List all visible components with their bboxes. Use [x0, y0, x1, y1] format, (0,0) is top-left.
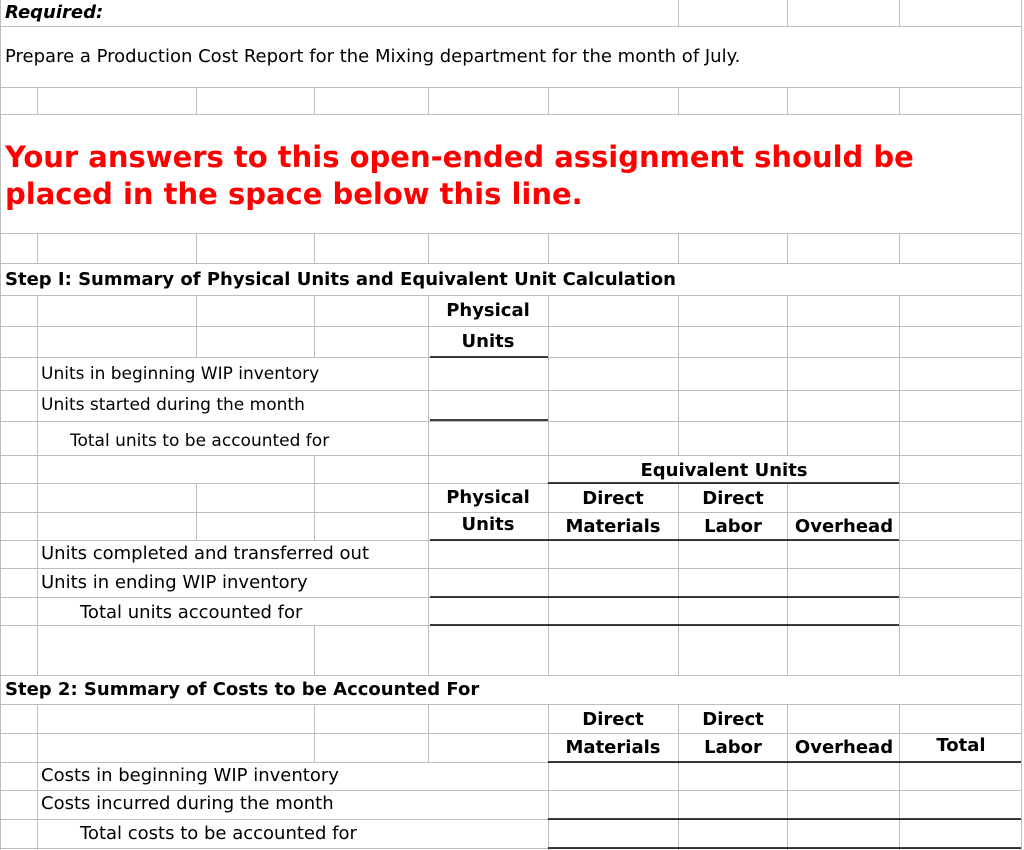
- cost-direct-labor-line1: Direct: [702, 709, 764, 730]
- step1-physical-header-line2: Units: [461, 331, 515, 352]
- cost-total: Total: [936, 735, 986, 756]
- row-costs-incurred: Costs incurred during the month: [41, 793, 334, 814]
- row-units-started: Units started during the month: [41, 395, 305, 415]
- cost-overhead: Overhead: [794, 737, 894, 758]
- step1-physical-header-line1: Physical: [446, 300, 530, 321]
- row-total-units-accounted: Total units accounted for: [80, 602, 303, 623]
- instruction-text: Prepare a Production Cost Report for the Mixing department for the month of July.: [5, 46, 741, 67]
- eu-physical-line1: Physical: [446, 487, 530, 508]
- row-costs-beginning-wip: Costs in beginning WIP inventory: [41, 765, 339, 786]
- row-beginning-wip-units: Units in beginning WIP inventory: [41, 364, 320, 384]
- cost-direct-materials-line2: Materials: [565, 737, 661, 758]
- eu-overhead: Overhead: [794, 516, 894, 537]
- cost-direct-materials-line1: Direct: [582, 709, 644, 730]
- row-ending-wip-units: Units in ending WIP inventory: [41, 572, 308, 593]
- eu-direct-materials-line2: Materials: [565, 516, 661, 537]
- step1-title: Step I: Summary of Physical Units and Equivalent Unit Calculation: [5, 269, 676, 290]
- cost-direct-labor-line2: Labor: [704, 737, 762, 758]
- eu-direct-materials-line1: Direct: [582, 488, 644, 509]
- row-units-completed: Units completed and transferred out: [41, 543, 370, 564]
- equivalent-units-label: Equivalent Units: [640, 460, 808, 481]
- row-total-units-to-account: Total units to be accounted for: [70, 431, 330, 451]
- required-label: Required:: [5, 2, 104, 23]
- row-total-costs-to-account: Total costs to be accounted for: [80, 823, 357, 844]
- eu-direct-labor-line2: Labor: [704, 516, 762, 537]
- eu-physical-line2: Units: [461, 514, 515, 535]
- step2-title: Step 2: Summary of Costs to be Accounted For: [5, 679, 480, 700]
- answer-notice: Your answers to this open-ended assignment should be placed in the space below this line.: [5, 140, 914, 211]
- eu-direct-labor-line1: Direct: [702, 488, 764, 509]
